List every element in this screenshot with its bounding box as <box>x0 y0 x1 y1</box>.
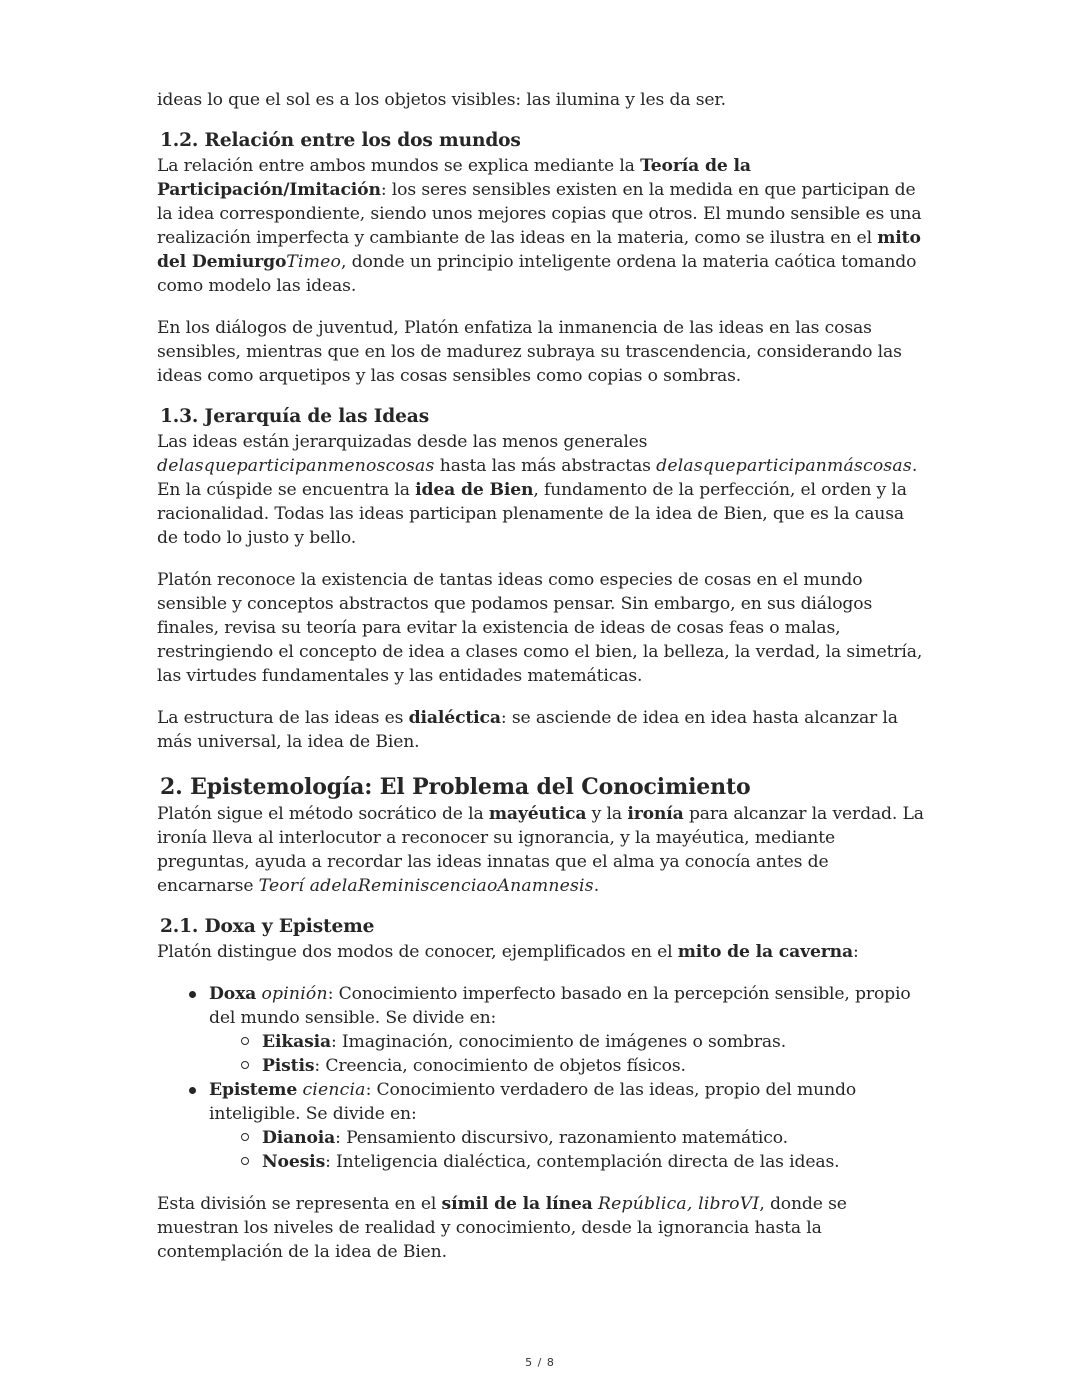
episteme-sublist <box>209 1126 927 1174</box>
paragraph-mayeutica: Platón sigue el método socrático de la mayéutica y la ironía para alcanzar la verdad. La ironía lleva al interlocutor a reconocer su ignorancia, y la mayéutica, mediante preguntas, ayuda a recordar las ideas innatas que el alma ya conocía antes de encarnarse Teorí adelaReminiscenciaoAnamnesis. <box>157 804 924 896</box>
paragraph-inmanencia: En los diálogos de juventud, Platón enfatiza la inmanencia de las ideas en las cosas sensibles, mientras que en los de madurez subraya su trascendencia, considerando las ideas como arquetipos y las cosas sensibles como copias o sombras. <box>157 318 902 386</box>
list-item-doxa: Doxa opinión: Conocimiento imperfecto basado en la percepción sensible, propio del mundo sensible. Se divide en: Eikasia: Imaginación, conocimiento de imágenes o sombras. Pistis: Creencia, conocimiento de objetos físicos. <box>209 982 927 1078</box>
heading-2: 2. Epistemología: El Problema del Conocimiento <box>160 774 751 800</box>
list-item-noesis: Noesis: Inteligencia dialéctica, contemplación directa de las ideas. <box>262 1150 927 1174</box>
doxa-sublist <box>209 1030 927 1078</box>
paragraph-intro: ideas lo que el sol es a los objetos visibles: las ilumina y les da ser. <box>157 90 726 110</box>
knowledge-list <box>157 982 927 1174</box>
list-item-eikasia: Eikasia: Imaginación, conocimiento de imágenes o sombras. <box>262 1030 927 1054</box>
paragraph-participation: La relación entre ambos mundos se explica mediante la Teoría de la Participación/Imitación: los seres sensibles existen en la medida en que participan de la idea correspondiente, siendo unos mejores copias que otros. El mundo sensible es una realización imperfecta y cambiante de las ideas en la materia, como se ilustra en el mito del DemiurgoTimeo, donde un principio inteligente ordena la materia caótica tomando como modelo las ideas. <box>157 156 922 296</box>
paragraph-modos-conocer: Platón distingue dos modos de conocer, ejemplificados en el mito de la caverna: <box>157 942 859 962</box>
heading-2-1: 2.1. Doxa y Episteme <box>160 916 375 937</box>
heading-1-2: 1.2. Relación entre los dos mundos <box>160 130 521 151</box>
paragraph-dialectica: La estructura de las ideas es dialéctica: se asciende de idea en idea hasta alcanzar la más universal, la idea de Bien. <box>157 708 898 752</box>
heading-1-3: 1.3. Jerarquía de las Ideas <box>160 406 430 427</box>
document-page <box>157 88 927 1264</box>
paragraph-jerarquia: Las ideas están jerarquizadas desde las menos generales delasqueparticipanmenoscosas hasta las más abstractas delasqueparticipanmáscosas. En la cúspide se encuentra la idea de Bien, fundamento de la perfección, el orden y la racionalidad. Todas las ideas participan plenamente de la idea de Bien, que es la causa de todo lo justo y bello. <box>157 432 918 548</box>
list-item-pistis: Pistis: Creencia, conocimiento de objetos físicos. <box>262 1054 927 1078</box>
list-item-episteme: Episteme ciencia: Conocimiento verdadero de las ideas, propio del mundo inteligible. Se divide en: Dianoia: Pensamiento discursivo, razonamiento matemático. Noesis: Inteligencia dialéctica, contemplación directa de las ideas. <box>209 1078 927 1174</box>
list-item-dianoia: Dianoia: Pensamiento discursivo, razonamiento matemático. <box>262 1126 927 1150</box>
paragraph-simil-linea: Esta división se representa en el símil de la línea República, libroVI, donde se muestran los niveles de realidad y conocimiento, desde la ignorancia hasta la contemplación de la idea de Bien. <box>157 1194 847 1262</box>
page-number: 5 / 8 <box>525 1356 555 1369</box>
paragraph-tantas-ideas: Platón reconoce la existencia de tantas ideas como especies de cosas en el mundo sensible y conceptos abstractos que podamos pensar. Sin embargo, en sus diálogos finales, revisa su teoría para evitar la existencia de ideas de cosas feas o malas, restringiendo el concepto de idea a clases como el bien, la belleza, la verdad, la simetría, las virtudes fundamentales y las entidades matemáticas. <box>157 570 923 686</box>
